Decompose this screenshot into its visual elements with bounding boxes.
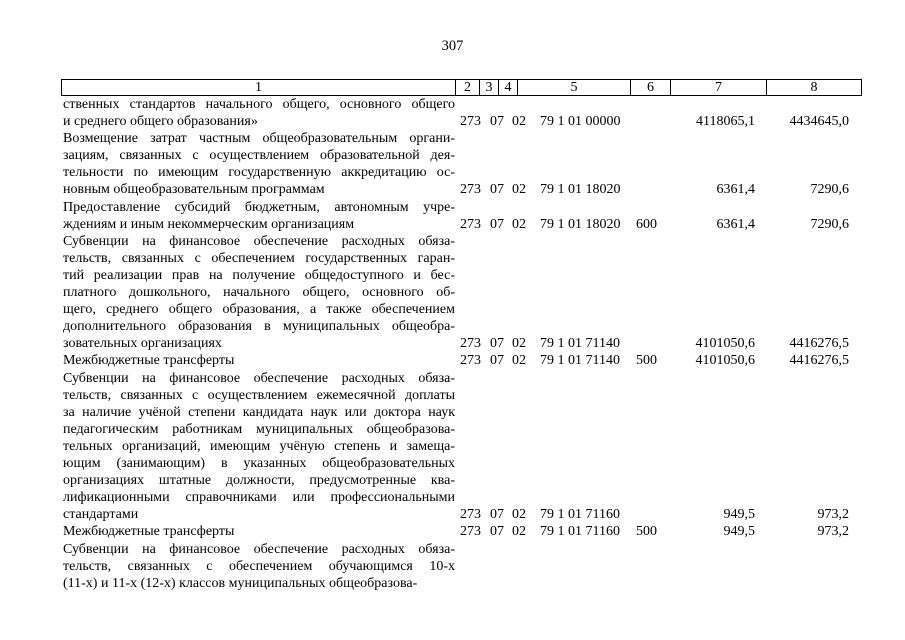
description-line: Субвенции на финансовое обеспечение расходных обяза- bbox=[63, 233, 455, 249]
subsection-code: 02 bbox=[512, 507, 526, 523]
row-values bbox=[0, 352, 905, 369]
table-row bbox=[0, 541, 905, 592]
description-line: дополнительного образования в муниципальных общеобра- bbox=[63, 319, 455, 335]
description-line: и среднего общего образования» bbox=[63, 114, 258, 130]
subsection-code: 02 bbox=[512, 524, 526, 540]
target-article-code: 79 1 01 18020 bbox=[540, 216, 621, 232]
description-line: стандартами bbox=[63, 507, 139, 523]
row-values bbox=[0, 181, 905, 198]
subsection-code: 02 bbox=[512, 182, 526, 198]
amount-year-2: 4434645,0 bbox=[789, 114, 849, 130]
page-number: 307 bbox=[441, 38, 464, 54]
section-code: 07 bbox=[490, 182, 504, 198]
table-row bbox=[0, 199, 905, 233]
description-line: Предоставление субсидий бюджетным, автономным учре- bbox=[63, 199, 455, 215]
description-line: педагогическим работникам муниципальных общеобразова- bbox=[63, 421, 455, 437]
expense-type-code: 500 bbox=[636, 353, 657, 369]
row-description bbox=[63, 370, 455, 524]
ministry-code: 273 bbox=[460, 336, 481, 352]
description-line: лификационными справочниками или профессиональными bbox=[63, 490, 455, 506]
table-header bbox=[61, 79, 862, 96]
amount-year-1: 949,5 bbox=[723, 524, 755, 540]
ministry-code: 273 bbox=[460, 114, 481, 130]
description-line: ющим (занимающим) в указанных общеобразовательных bbox=[63, 456, 455, 472]
section-code: 07 bbox=[490, 353, 504, 369]
amount-year-1: 6361,4 bbox=[716, 182, 755, 198]
description-line: ственных стандартов начального общего, основного общего bbox=[63, 97, 455, 112]
description-line: (11-х) и 11-х (12-х) классов муниципальных общеобразова- bbox=[63, 575, 418, 591]
header-col-5: 5 bbox=[517, 80, 630, 95]
ministry-code: 273 bbox=[460, 507, 481, 523]
description-line: зовательных организациях bbox=[63, 336, 222, 352]
row-values bbox=[0, 113, 905, 130]
amount-year-1: 4118065,1 bbox=[696, 114, 755, 130]
amount-year-1: 6361,4 bbox=[716, 216, 755, 232]
amount-year-1: 4101050,6 bbox=[695, 353, 755, 369]
header-col-1: 1 bbox=[255, 80, 262, 95]
amount-year-2: 4416276,5 bbox=[789, 336, 849, 352]
header-col-3: 3 bbox=[479, 80, 498, 95]
header-col-7: 7 bbox=[670, 80, 766, 95]
description-line: ждениям и иным некоммерческим организациям bbox=[63, 216, 355, 232]
section-code: 07 bbox=[490, 507, 504, 523]
row-description bbox=[63, 541, 455, 592]
description-line: Возмещение затрат частным общеобразовательным органи- bbox=[63, 131, 455, 147]
table-row bbox=[0, 523, 905, 540]
amount-year-2: 7290,6 bbox=[810, 182, 849, 198]
row-values bbox=[0, 523, 905, 540]
description-line: Субвенции на финансовое обеспечение расходных обяза- bbox=[63, 541, 455, 557]
description-line: тий реализации прав на получение общедоступного и бес- bbox=[63, 267, 455, 283]
target-article-code: 79 1 01 71140 bbox=[540, 353, 620, 369]
subsection-code: 02 bbox=[512, 114, 526, 130]
table-row bbox=[0, 233, 905, 353]
target-article-code: 79 1 01 71160 bbox=[540, 507, 620, 523]
target-article-code: 79 1 01 18020 bbox=[540, 182, 621, 198]
description-line: тельных организаций, имеющим учёную степень и замеща- bbox=[63, 438, 455, 454]
description-line: Межбюджетные трансферты bbox=[63, 524, 235, 540]
table-row bbox=[0, 370, 905, 524]
row-values bbox=[0, 335, 905, 352]
table-row bbox=[0, 96, 905, 130]
description-line: Межбюджетные трансферты bbox=[63, 353, 235, 369]
description-line: Субвенции на финансовое обеспечение расходных обяза- bbox=[63, 370, 455, 386]
target-article-code: 79 1 01 00000 bbox=[540, 114, 621, 130]
description-line: зациям, связанных с осуществлением образовательной дея- bbox=[63, 148, 455, 164]
description-line: новным общеобразовательным программам bbox=[63, 182, 325, 198]
section-code: 07 bbox=[490, 216, 504, 232]
header-col-8: 8 bbox=[766, 80, 861, 95]
amount-year-2: 7290,6 bbox=[810, 216, 849, 232]
description-line: тельств, связанных с обеспечением государственных гаран- bbox=[63, 250, 455, 266]
target-article-code: 79 1 01 71160 bbox=[540, 524, 620, 540]
amount-year-1: 4101050,6 bbox=[695, 336, 755, 352]
description-line: организациях штатные должности, предусмотренные ква- bbox=[63, 473, 455, 489]
header-col-2: 2 bbox=[455, 80, 479, 95]
expense-type-code: 500 bbox=[636, 524, 657, 540]
table-row bbox=[0, 130, 905, 198]
description-line: платного дошкольного, начального общего, основного об- bbox=[63, 285, 455, 301]
description-line: за наличие учёной степени кандидата наук или доктора наук bbox=[63, 404, 455, 420]
description-line: щего, среднего общего образования, а также обеспечением bbox=[63, 302, 455, 318]
row-values bbox=[0, 506, 905, 523]
target-article-code: 79 1 01 71140 bbox=[540, 336, 620, 352]
subsection-code: 02 bbox=[512, 353, 526, 369]
amount-year-2: 973,2 bbox=[817, 507, 849, 523]
expense-type-code: 600 bbox=[636, 216, 657, 232]
ministry-code: 273 bbox=[460, 524, 481, 540]
amount-year-2: 4416276,5 bbox=[789, 353, 849, 369]
amount-year-1: 949,5 bbox=[723, 507, 755, 523]
header-col-6: 6 bbox=[630, 80, 670, 95]
table-body bbox=[0, 96, 905, 592]
section-code: 07 bbox=[490, 336, 504, 352]
table-row bbox=[0, 352, 905, 369]
row-values bbox=[0, 216, 905, 233]
ministry-code: 273 bbox=[460, 182, 481, 198]
header-col-4: 4 bbox=[498, 80, 517, 95]
amount-year-2: 973,2 bbox=[817, 524, 849, 540]
section-code: 07 bbox=[490, 114, 504, 130]
subsection-code: 02 bbox=[512, 216, 526, 232]
description-line: тельств, связанных с обеспечением обучающимся 10-х bbox=[63, 558, 455, 574]
section-code: 07 bbox=[490, 524, 504, 540]
description-line: тельств, связанных с осуществлением ежемесячной доплаты bbox=[63, 387, 455, 403]
ministry-code: 273 bbox=[460, 353, 481, 369]
ministry-code: 273 bbox=[460, 216, 481, 232]
description-line: тельности по имеющим государственную аккредитацию ос- bbox=[63, 165, 455, 181]
subsection-code: 02 bbox=[512, 336, 526, 352]
